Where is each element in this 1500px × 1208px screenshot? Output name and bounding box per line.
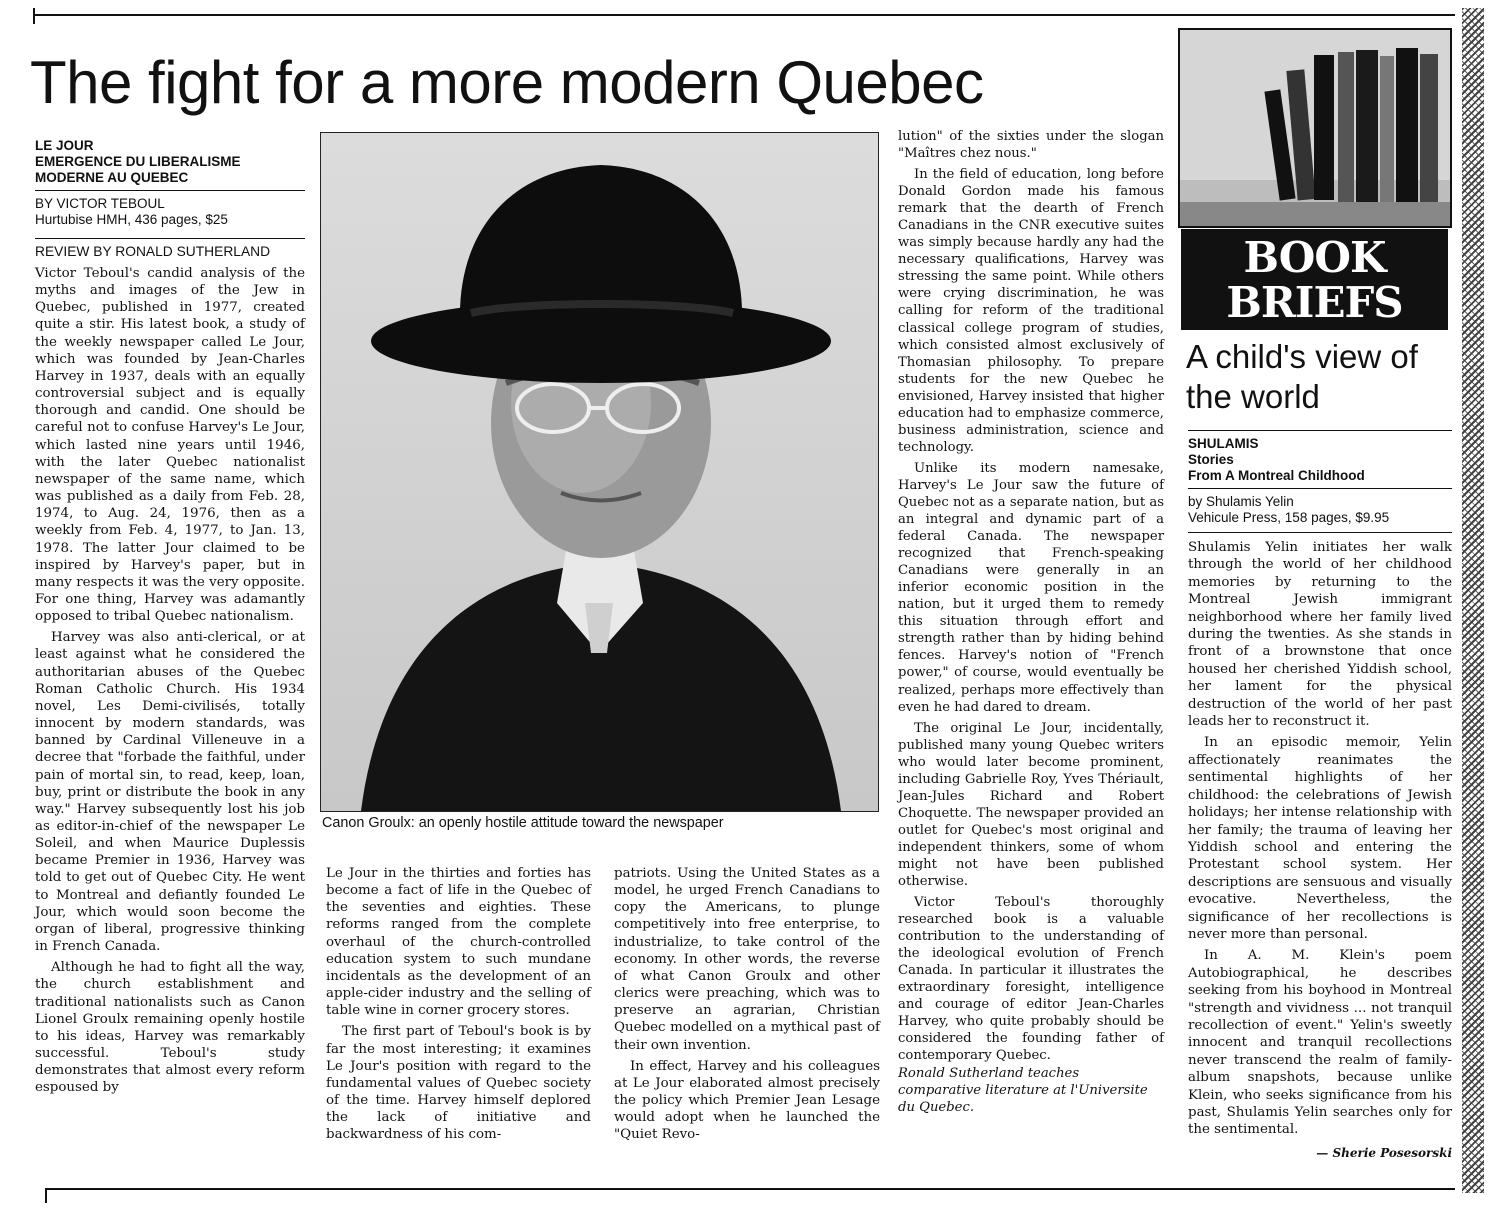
review-paragraph: The original Le Jour, incidentally, published many young Quebec writers who would later become prominent, including Gabrielle Roy, Yves Thériault, Jean-Jules Richard and Robert Choquette. The newspaper provided an outlet for Quebec's most original and independent thinkers, some of whom might not have been published otherwise. bbox=[898, 720, 1164, 890]
review-book-info bbox=[35, 138, 305, 228]
sidebar-book-info bbox=[1188, 436, 1452, 526]
book-info-divider bbox=[35, 190, 305, 191]
review-book-author: BY VICTOR TEBOUL bbox=[35, 196, 165, 211]
review-column-2 bbox=[326, 865, 591, 1144]
sidebar-paragraph: Shulamis Yelin initiates her walk through the world of her childhood memories by returning to the Montreal Jewish immigrant neighborhood where her family lived during the twenties. As she stands in front of a brownstone that once housed her cherished Yiddish school, her lament for the physical destruction of the world of her past leads her to reconstruct it. bbox=[1188, 540, 1452, 730]
sidebar-divider bbox=[1188, 532, 1452, 533]
sidebar-signoff: — Sherie Posesorski bbox=[1316, 1145, 1452, 1160]
review-paragraph: Although he had to fight all the way, the church establishment and traditional nationalists such as Canon Lionel Groulx remaining openly hostile to his ideas, Harvey was remarkably successful. Teboul's study demonstrates that almost every reform espoused by bbox=[35, 960, 305, 1096]
review-column-1 bbox=[35, 138, 305, 1097]
review-byline: REVIEW BY RONALD SUTHERLAND bbox=[35, 244, 271, 259]
photo-caption: Canon Groulx: an openly hostile attitude toward the newspaper bbox=[322, 815, 724, 831]
books-photo bbox=[1178, 28, 1452, 228]
sidebar-book-title: SHULAMIS bbox=[1188, 436, 1259, 451]
review-book-publisher: Hurtubise HMH, 436 pages, $25 bbox=[35, 212, 228, 227]
sidebar-paragraph: In A. M. Klein's poem Autobiographical, he describes seeking from his boyhood in Montreal "strength and vividness ... not tranquil recollection of event." Yelin's sweetly innocent and tranquil recollections never transcend the realm of family-album snapshots, because unlike Klein, who seeks significance from his past, Shulamis Yelin searches only for the sentimental. bbox=[1188, 948, 1452, 1138]
byline-divider bbox=[35, 238, 305, 239]
review-column-4 bbox=[898, 128, 1164, 1116]
sidebar-column bbox=[1188, 430, 1452, 1162]
torn-edge-border bbox=[1462, 8, 1484, 1193]
review-paragraph: patriots. Using the United States as a model, he urged French Canadians to copy the Americans, to plunge competitively into free enterprise, to industrialize, to take control of the economy. In other words, the reverse of what Canon Groulx and other clerics were preaching, which was to preserve an agrarian, Christian Quebec modelled on a mythical past of their own invention. bbox=[614, 866, 880, 1053]
bottom-rule-left-tick bbox=[45, 1188, 47, 1203]
review-column-3 bbox=[614, 865, 880, 1144]
review-paragraph: In effect, Harvey and his colleagues at Le Jour elaborated almost precisely the policy which Premier Jean Lesage would adopt when he launched the "Quiet Revo- bbox=[614, 1058, 880, 1143]
review-book-subtitle-1: EMERGENCE DU LIBERALISME bbox=[35, 154, 241, 169]
top-rule bbox=[33, 14, 1455, 16]
top-rule-left-tick bbox=[33, 8, 35, 24]
review-paragraph: Harvey was also anti-clerical, or at least against what he considered the authoritarian abuses of the Quebec Roman Catholic Church. His 1934 novel, Les Demi-civilisés, totally innocent by modern standards, was banned by Cardinal Villeneuve in a decree that "forbade the faithful, under pain of mortal sin, to read, keep, loan, buy, print or distribute the book in any way." Harvey subsequently lost his job as editor-in-chief of the newspaper Le Soleil, and when Maurice Duplessis became Premier in 1936, Harvey was told to get out of Quebec City. He went to Montreal and defiantly founded Le Jour, which would soon become the organ of liberal, progressive thinking in French Canada. bbox=[35, 630, 305, 955]
sidebar-paragraph: In an episodic memoir, Yelin affectionately reanimates the sentimental highlights of her childhood: the celebrations of Jewish holidays; her intense relationship with her family; the trauma of leaving her Yiddish school and entering the Protestant school system. Her descriptions are sensuous and visually evocative. Nevertheless, the significance of her recollections is never more than personal. bbox=[1188, 735, 1452, 942]
banner-line-2: BRIEFS bbox=[1226, 278, 1403, 327]
review-paragraph: Unlike its modern namesake, Harvey's Le Jour saw the future of Quebec not as a separate nation, but as an integral and dynamic part of a federal Canada. The newspaper recognized that French-speaking Canadians were generally in an inferior economic position in the nation, but it urged them to remedy this situation through effort and strength rather than by hiding behind fences. Harvey's notion of "French power," of course, would eventually be realized, perhaps more effectively than even he had dared to dream. bbox=[898, 460, 1164, 715]
sidebar-headline: A child's view of the world bbox=[1186, 338, 1418, 415]
bottom-rule bbox=[45, 1188, 1455, 1190]
review-paragraph: The first part of Teboul's book is by far the most interesting; it examines Le Jour's position with regard to the fundamental values of Quebec society of the time. Harvey himself deplored the lack of initiative and backwardness of his com- bbox=[326, 1024, 591, 1143]
canon-groulx-photo bbox=[320, 132, 879, 812]
sidebar-book-subtitle-2: From A Montreal Childhood bbox=[1188, 468, 1365, 483]
review-paragraph: In the field of education, long before Donald Gordon made his famous remark that the dearth of French Canadians in the CNR executive suites was simply because hardly any had the necessary qualifications, Harvey was stressing the same point. While others were crying discrimination, he was calling for reform of the traditional classical college program of studies, which consisted almost exclusively of Thomasian philosophy. To prepare students for the new Quebec he envisioned, Harvey insisted that higher education had to emphasize commerce, business administration, science and technology. bbox=[898, 167, 1164, 455]
banner-line-1: BOOK bbox=[1243, 233, 1386, 282]
review-paragraph: Victor Teboul's candid analysis of the myths and images of the Jew in Quebec, published in 1977, created quite a stir. His latest book, a study of the weekly newspaper called Le Jour, which was founded by Jean-Charles Harvey in 1937, deals with an equally controversial subject and is equally thorough and candid. One should be careful not to confuse Harvey's Le Jour, which lasted nine years until 1946, with the later Quebec nationalist newspaper of the same name, which was published as a daily from Feb. 28, 1974, to Aug. 24, 1976, then as a weekly from Feb. 4, 1977, to Jan. 13, 1978. The latter Jour claimed to be inspired by Harvey's paper, but in many respects it was the very opposite. For one thing, Harvey was adamantly opposed to tribal Quebec nationalism. bbox=[35, 266, 305, 625]
sidebar-book-divider bbox=[1188, 488, 1452, 489]
sidebar-book-subtitle-1: Stories bbox=[1188, 452, 1234, 467]
sidebar-book-publisher: Vehicule Press, 158 pages, $9.95 bbox=[1188, 510, 1390, 525]
sidebar-divider bbox=[1188, 430, 1452, 431]
review-book-subtitle-2: MODERNE AU QUEBEC bbox=[35, 170, 189, 185]
review-paragraph: lution" of the sixties under the slogan "Maîtres chez nous." bbox=[898, 129, 1164, 162]
portrait-illustration bbox=[321, 133, 878, 811]
book-briefs-banner bbox=[1181, 229, 1448, 330]
reviewer-note: Ronald Sutherland teaches comparative literature at l'Universite du Quebec. bbox=[898, 1065, 1148, 1115]
books-illustration bbox=[1180, 30, 1450, 226]
review-book-title: LE JOUR bbox=[35, 138, 94, 153]
sidebar-book-author: by Shulamis Yelin bbox=[1188, 494, 1294, 509]
review-paragraph: Victor Teboul's thoroughly researched book is a valuable contribution to the understanding of the ideological evolution of French Canada. In particular it illustrates the extraordinary foresight, intelligence and courage of editor Jean-Charles Harvey, who quite probably should be considered the founding father of contemporary Quebec. bbox=[898, 895, 1164, 1064]
article-headline: The fight for a more modern Quebec bbox=[30, 49, 984, 116]
review-paragraph: Le Jour in the thirties and forties has become a fact of life in the Quebec of the seventies and eighties. These reforms ranged from the complete overhaul of the church-controlled education system to such mundane incidentals as the development of an apple-cider industry and the selling of table wine in corner grocery stores. bbox=[326, 866, 591, 1019]
